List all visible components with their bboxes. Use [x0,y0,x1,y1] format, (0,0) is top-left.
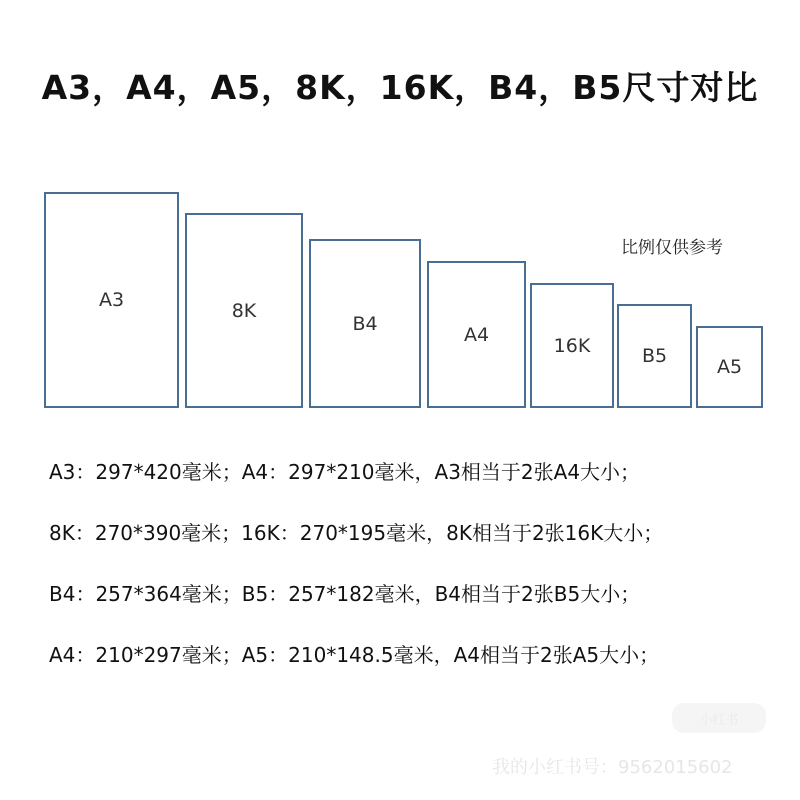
paper-a5 [696,326,763,408]
watermark-logo: 小红书 [672,703,766,733]
paper-16k-label: 16K [553,334,591,357]
paper-b4 [309,239,421,408]
paper-a3 [44,192,179,408]
size-line-8k-16k: 8K：270*390毫米；16K：270*195毫米，8K相当于2张16K大小； [49,521,664,545]
scale-note: 比例仅供参考 [621,238,723,258]
paper-b5 [617,304,692,408]
size-line-a4-a5: A4：210*297毫米；A5：210*148.5毫米，A4相当于2张A5大小； [49,643,660,667]
paper-8k [185,213,303,408]
size-line-a3-a4: A3：297*420毫米；A4：297*210毫米，A3相当于2张A4大小； [49,460,641,484]
paper-16k [530,283,614,408]
paper-a4-label: A4 [463,323,490,346]
paper-b4-label: B4 [352,312,378,335]
paper-a4 [427,261,526,408]
paper-a3-label: A3 [98,289,125,311]
size-line-b4-b5: B4：257*364毫米；B5：257*182毫米，B4相当于2张B5大小； [49,582,641,606]
paper-8k-label: 8K [231,299,257,322]
paper-a5-label: A5 [716,356,743,378]
watermark-text: 我的小红书号：9562015602 [492,757,733,778]
page-title: A3，A4，A5，8K，16K，B4，B5尺寸对比 [41,68,759,107]
paper-b5-label: B5 [641,345,668,367]
